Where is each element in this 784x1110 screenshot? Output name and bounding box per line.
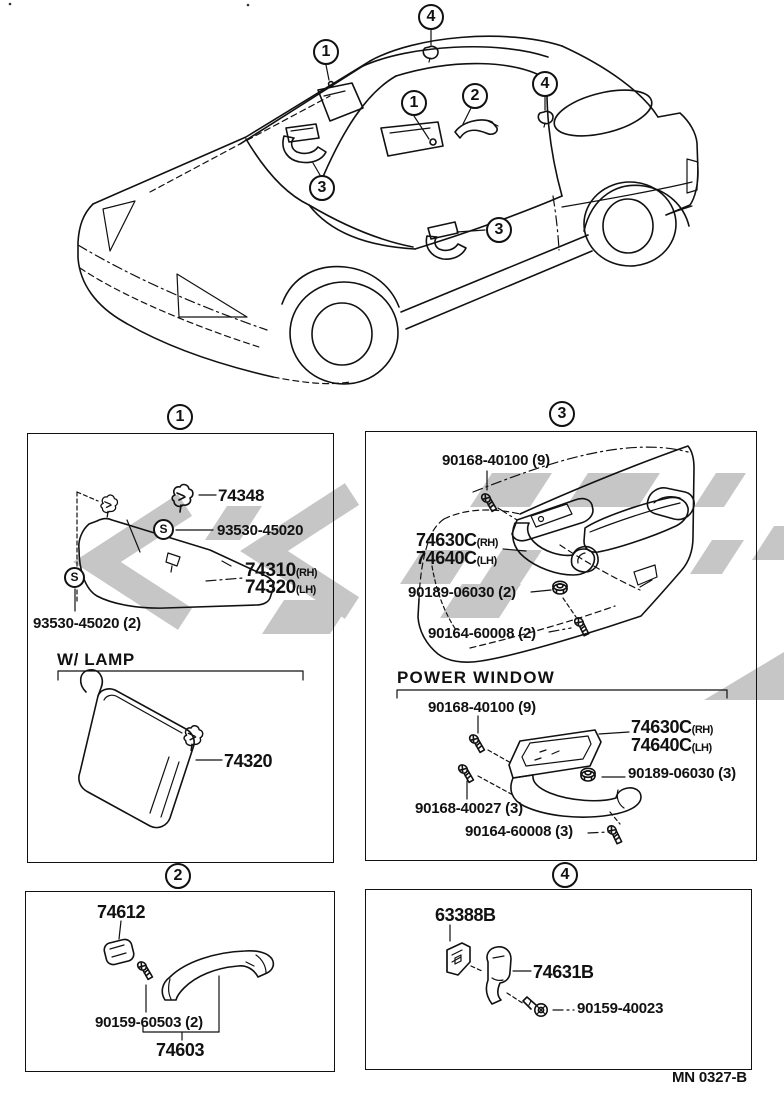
detail-box-1 — [27, 433, 334, 863]
screw-symbol-lower: S — [64, 567, 85, 588]
car-callout-3-armrest-front: 3 — [309, 175, 335, 201]
screw-symbol-upper: S — [153, 519, 174, 540]
part-label-90168-40100-pw: 90168-40100 (9) — [428, 699, 536, 716]
part-label-63388b: 63388B — [435, 905, 496, 925]
car-callout-3-armrest-rear: 3 — [486, 217, 512, 243]
part-label-90164-60008-3: 90164-60008 (3) — [465, 823, 573, 840]
part-label-74310-rh: 74310(RH) — [245, 560, 318, 581]
part-label-93530-45020-2: 93530-45020 (2) — [33, 615, 141, 632]
car-callout-1-visor-holder: 1 — [313, 39, 339, 65]
car-callout-2-assist-grip: 2 — [462, 83, 488, 109]
part-label-90168-40100-top: 90168-40100 (9) — [442, 452, 550, 469]
part-label-74640c-lh: 74640C(LH) — [416, 548, 497, 568]
car-callout-4-roof-clip: 4 — [418, 4, 444, 30]
subsection-header-w-lamp: W/ LAMP — [57, 650, 135, 669]
detail-box-3 — [365, 431, 757, 861]
page-code: MN 0327-B — [672, 1069, 747, 1086]
part-label-90168-40027-3: 90168-40027 (3) — [415, 800, 523, 817]
part-label-74631b: 74631B — [533, 962, 594, 982]
subsection-header-power-window: POWER WINDOW — [397, 668, 555, 687]
section3-number: 3 — [549, 401, 575, 427]
car-callout-1-visor: 1 — [401, 90, 427, 116]
part-label-90189-06030-2: 90189-06030 (2) — [408, 584, 516, 601]
part-label-74348: 74348 — [218, 486, 265, 505]
part-label-74630c-rh-pw: 74630C(RH) — [631, 717, 713, 737]
part-label-74630c-rh: 74630C(RH) — [416, 530, 498, 550]
part-label-90159-40023: 90159-40023 — [577, 1000, 664, 1017]
part-label-74320-lamp: 74320 — [224, 751, 273, 771]
part-label-74612: 74612 — [97, 902, 146, 922]
section4-number: 4 — [552, 862, 578, 888]
part-label-93530-45020: 93530-45020 — [217, 522, 304, 539]
part-label-90159-60503: 90159-60503 (2) — [95, 1014, 203, 1031]
section2-number: 2 — [165, 863, 191, 889]
part-label-74640c-lh-pw: 74640C(LH) — [631, 735, 712, 755]
part-label-90189-06030-3: 90189-06030 (3) — [628, 765, 736, 782]
part-label-74603: 74603 — [156, 1040, 205, 1060]
part-label-74320-lh: 74320(LH) — [245, 577, 316, 598]
car-illustration — [9, 3, 698, 384]
section1-number: 1 — [167, 404, 193, 430]
part-label-90164-60008-2: 90164-60008 (2) — [428, 625, 536, 642]
car-callout-4-side-clip: 4 — [532, 71, 558, 97]
